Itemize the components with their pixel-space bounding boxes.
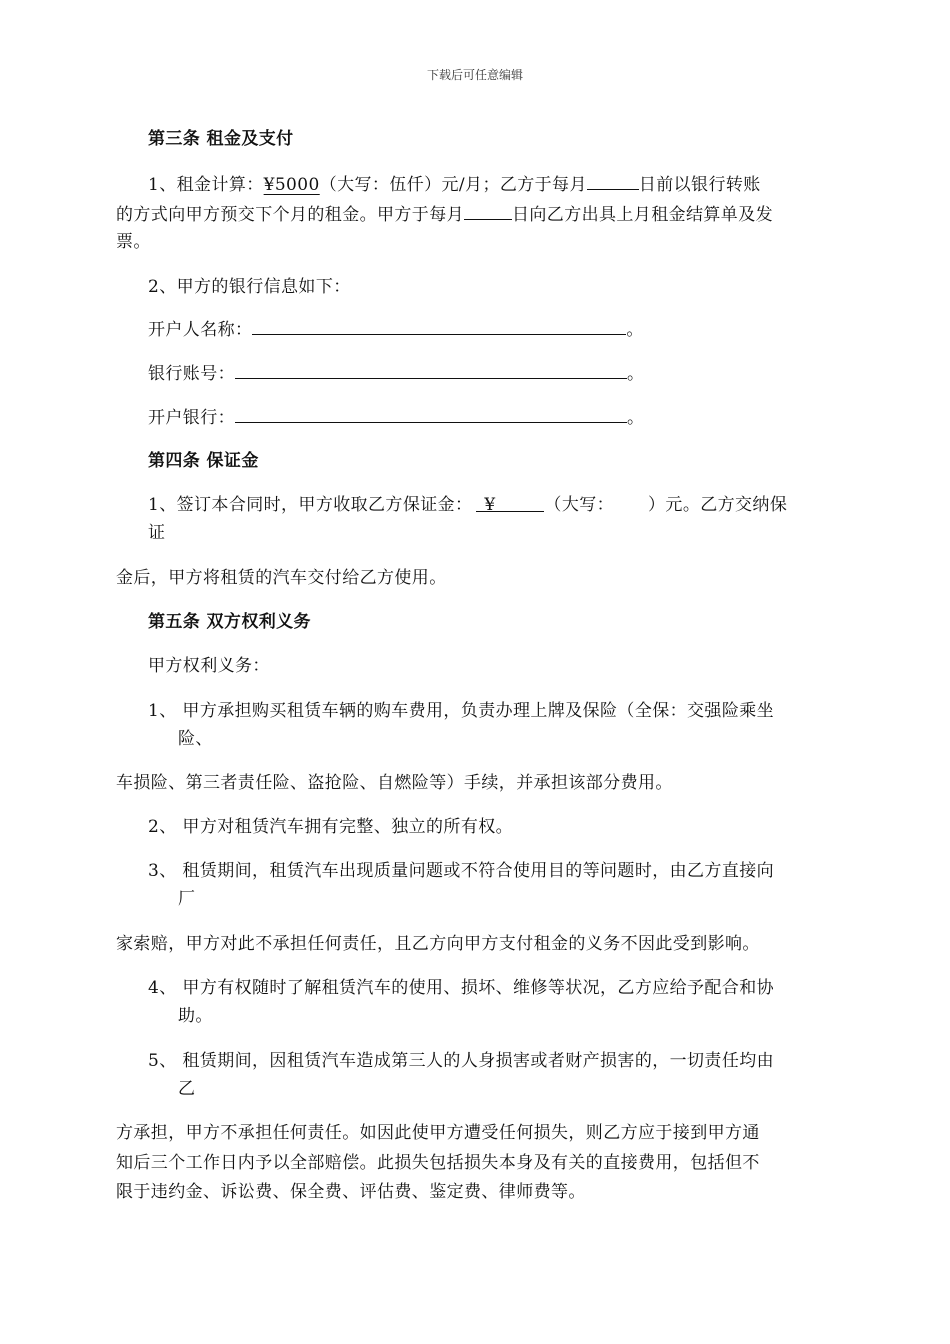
article-5-heading: 第五条 双方权利义务: [148, 612, 311, 632]
rent-amount: ¥5000: [263, 175, 320, 195]
deposit-blank: [476, 494, 544, 515]
art3-p1-text-d: 的方式向甲方预交下个月的租金。甲方于每月: [116, 205, 464, 225]
deposit-symbol: ¥: [484, 495, 496, 515]
art5-item3-line2: 厂: [178, 889, 196, 909]
art4-line2: 证: [148, 523, 166, 543]
art5-item5-line4: 知后三个工作日内予以全部赔偿。此损失包括损失本身及有关的直接费用，包括但不: [116, 1153, 760, 1173]
bank-label: 开户银行：: [148, 408, 235, 428]
art5-item3-line1: 3、 租赁期间，租赁汽车出现质量问题或不符合使用目的等问题时，由乙方直接向: [148, 861, 775, 881]
art4-text-c: ）元。乙方交纳保: [648, 495, 788, 515]
bank-row: [148, 406, 644, 429]
art3-p1-line3: 票。: [116, 232, 151, 252]
art3-p1-text-a: 1、租金计算：: [148, 175, 264, 195]
bank-name-label: 开户人名称：: [148, 320, 253, 340]
art4-text-b: （大写：: [544, 495, 615, 515]
art5-item5-line2: 乙: [178, 1079, 196, 1099]
bank-name-blank: [252, 318, 626, 335]
art5-item1-line1: 1、 甲方承担购买租赁车辆的购车费用，负责办理上牌及保险（全保：交强险乘坐: [148, 701, 775, 721]
art5-item4-line2: 助。: [178, 1006, 213, 1026]
art3-p1-text-b: （大写：伍仟）元/月；乙方于每月: [319, 175, 587, 195]
article-3-heading: 第三条 租金及支付: [148, 129, 294, 149]
pay-day-blank: [587, 173, 639, 190]
invoice-day-blank: [464, 203, 512, 220]
art4-line1: [148, 494, 787, 516]
art3-p2: 2、甲方的银行信息如下：: [148, 277, 351, 297]
art5-item4-line1: 4、 甲方有权随时了解租赁汽车的使用、损坏、维修等状况，乙方应给予配合和协: [148, 978, 775, 998]
art3-p1-line1: [148, 173, 761, 196]
bank-name-period: 。: [626, 320, 644, 340]
art5-item5-line3: 方承担，甲方不承担任何责任。如因此使甲方遭受任何损失，则乙方应于接到甲方通: [116, 1123, 760, 1143]
art5-item3-line3: 家索赔，甲方对此不承担任何责任，且乙方向甲方支付租金的义务不因此受到影响。: [116, 934, 760, 954]
bank-account-blank: [235, 362, 627, 379]
bank-name-row: [148, 318, 644, 341]
article-4-heading: 第四条 保证金: [148, 451, 259, 471]
art5-item2: 2、 甲方对租赁汽车拥有完整、独立的所有权。: [148, 817, 514, 837]
art4-text-a: 1、签订本合同时，甲方收取乙方保证金：: [148, 495, 473, 515]
art5-item1-line3: 车损险、第三者责任险、盗抢险、自燃险等）手续，并承担该部分费用。: [116, 773, 673, 793]
bank-account-row: [148, 362, 644, 385]
bank-account-period: 。: [627, 364, 645, 384]
bank-account-label: 银行账号：: [148, 364, 235, 384]
page-header: 下载后可任意编辑: [426, 68, 523, 82]
art5-subheading: 甲方权利义务：: [148, 656, 270, 676]
art3-p1-text-e: 日向乙方出具上月租金结算单及发: [512, 205, 773, 225]
art3-p1-line2: [116, 203, 773, 226]
art4-line3: 金后，甲方将租赁的汽车交付给乙方使用。: [116, 568, 447, 588]
bank-blank: [235, 406, 627, 423]
art3-p1-text-c: 日前以银行转账: [638, 175, 761, 195]
bank-period: 。: [627, 408, 645, 428]
art5-item5-line1: 5、 租赁期间，因租赁汽车造成第三人的人身损害或者财产损害的，一切责任均由: [148, 1051, 775, 1071]
art5-item1-line2: 险、: [178, 729, 213, 749]
art5-item5-line5: 限于违约金、诉讼费、保全费、评估费、鉴定费、律师费等。: [116, 1182, 586, 1202]
